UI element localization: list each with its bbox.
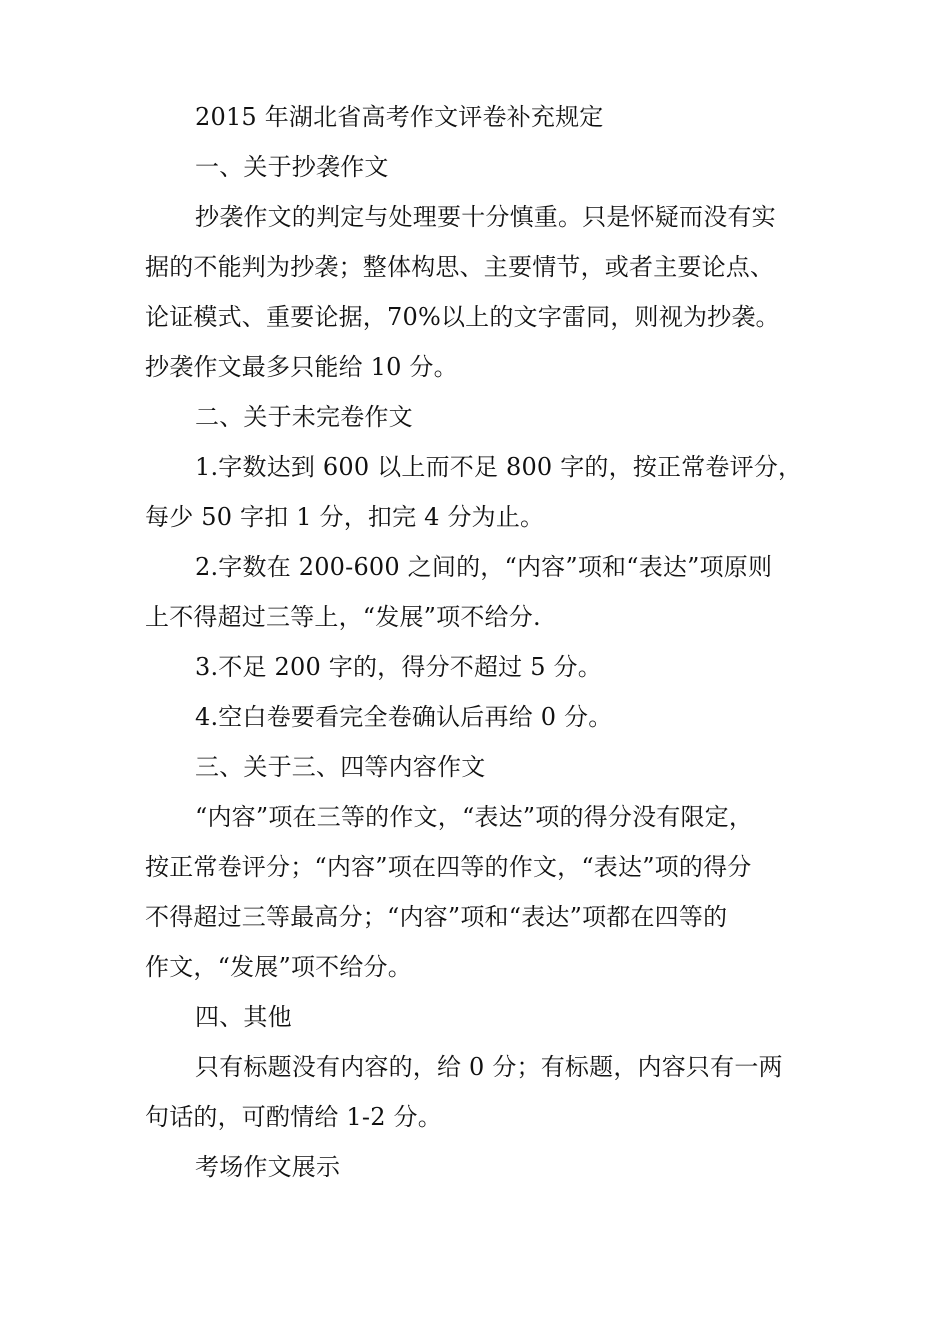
paragraph-line: 只有标题没有内容的，给 0 分；有标题，内容只有一两 bbox=[195, 1053, 783, 1081]
paragraph-line: 抄袭作文的判定与处理要十分慎重。只是怀疑而没有实 bbox=[195, 203, 776, 231]
paragraph-line: 论证模式、重要论据，70%以上的文字雷同，则视为抄袭。 bbox=[145, 303, 780, 331]
document-title: 2015 年湖北省高考作文评卷补充规定 bbox=[195, 103, 604, 131]
list-item-line: 上不得超过三等上，“发展”项不给分. bbox=[145, 603, 541, 631]
list-item-line: 每少 50 字扣 1 分，扣完 4 分为止。 bbox=[145, 503, 545, 531]
list-item-line: 3.不足 200 字的，得分不超过 5 分。 bbox=[195, 653, 602, 681]
paragraph-line: 句话的，可酌情给 1-2 分。 bbox=[145, 1103, 442, 1131]
section-heading-other: 四、其他 bbox=[195, 1003, 292, 1031]
section-heading-grade: 三、关于三、四等内容作文 bbox=[195, 753, 486, 781]
closing-heading: 考场作文展示 bbox=[195, 1153, 341, 1181]
paragraph-line: “内容”项在三等的作文，“表达”项的得分没有限定， bbox=[195, 803, 754, 831]
section-heading-incomplete: 二、关于未完卷作文 bbox=[195, 403, 413, 431]
section-heading-plagiarism: 一、关于抄袭作文 bbox=[195, 153, 389, 181]
list-item-line: 1.字数达到 600 以上而不足 800 字的，按正常卷评分， bbox=[195, 453, 803, 481]
paragraph-line: 作文，“发展”项不给分。 bbox=[145, 953, 412, 981]
list-item-line: 4.空白卷要看完全卷确认后再给 0 分。 bbox=[195, 703, 613, 731]
paragraph-line: 抄袭作文最多只能给 10 分。 bbox=[145, 353, 458, 381]
paragraph-line: 按正常卷评分；“内容”项在四等的作文，“表达”项的得分 bbox=[145, 853, 752, 881]
paragraph-line: 不得超过三等最高分；“内容”项和“表达”项都在四等的 bbox=[145, 903, 728, 931]
list-item-line: 2.字数在 200-600 之间的，“内容”项和“表达”项原则 bbox=[195, 553, 773, 581]
paragraph-line: 据的不能判为抄袭；整体构思、主要情节，或者主要论点、 bbox=[145, 253, 775, 281]
